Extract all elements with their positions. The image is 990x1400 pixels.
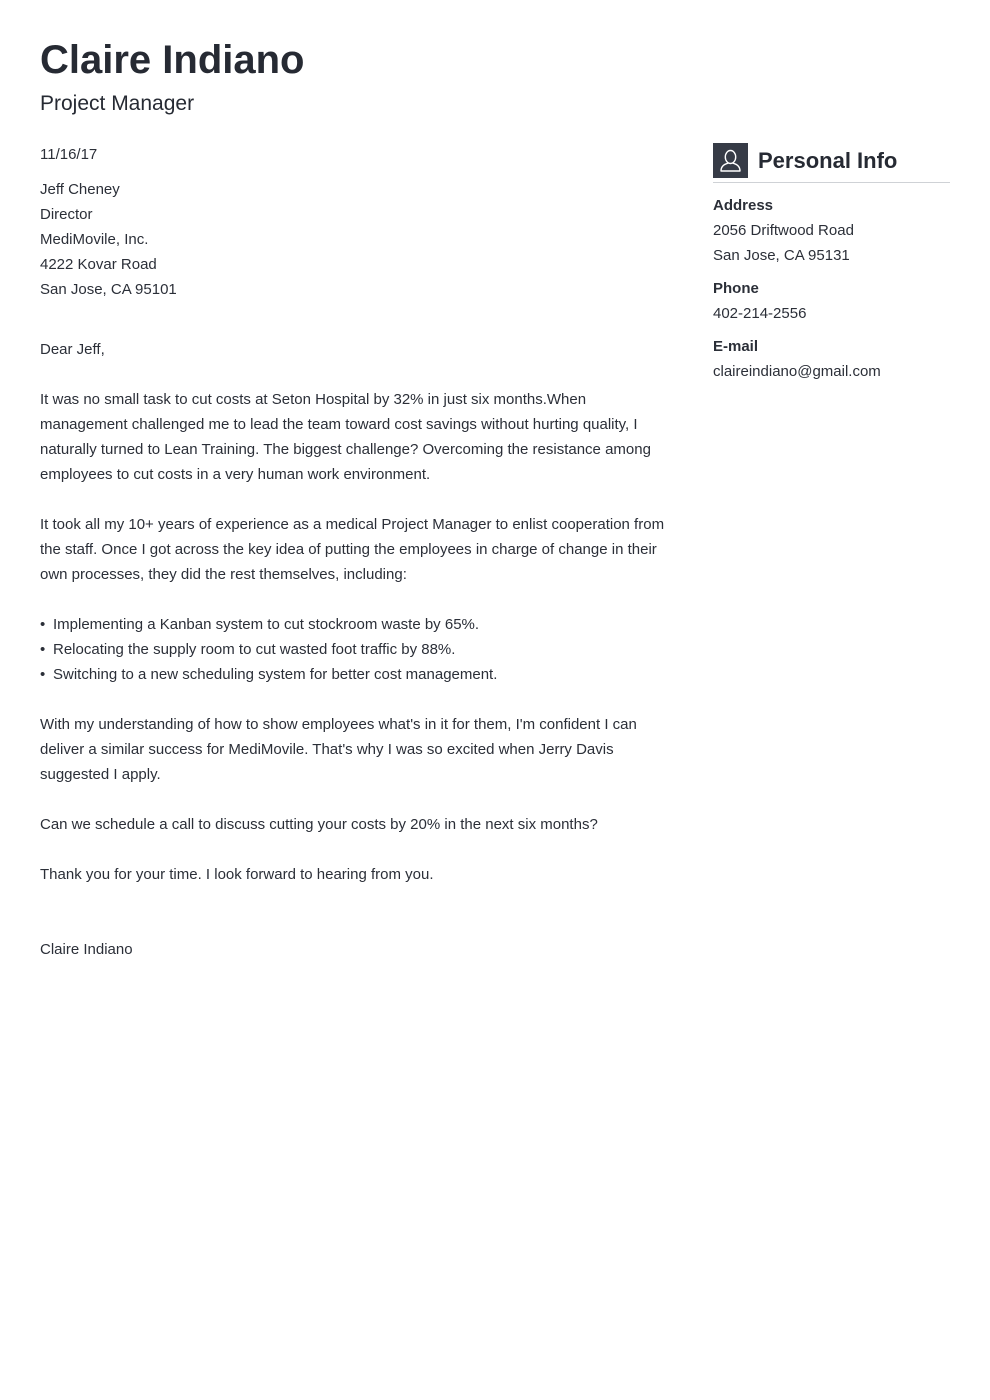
email-value: claireindiano@gmail.com bbox=[713, 363, 881, 380]
paragraph-5: Thank you for your time. I look forward to hearing from you. bbox=[40, 866, 434, 883]
paragraph-3: With my understanding of how to show employees what's in it for them, I'm confident I can deliver a similar success for MediMovile. That's why I was so excited when Jerry Davis suggested I apply. bbox=[40, 716, 637, 783]
phone-value: 402-214-2556 bbox=[713, 305, 807, 322]
paragraph-2: It took all my 10+ years of experience as a medical Project Manager to enlist cooperation from the staff. Once I got across the key idea of putting the employees in charge of change in their own processes, they did the rest themselves, including: bbox=[40, 516, 665, 583]
recipient-company: MediMovile, Inc. bbox=[40, 231, 149, 248]
paragraph-1: It was no small task to cut costs at Seton Hospital by 32% in just six months.When management challenged me to lead the team toward cost savings without hurting quality, I naturally turned to Lean Training. The biggest challenge? Overcoming the resistance among employees to cut costs in a very human work environment. bbox=[40, 391, 651, 483]
recipient-name: Jeff Cheney bbox=[40, 181, 120, 198]
personal-info-title: Personal Info bbox=[758, 147, 898, 173]
paragraph-4: Can we schedule a call to discuss cutting your costs by 20% in the next six months? bbox=[40, 816, 598, 833]
list-item: • Implementing a Kanban system to cut stockroom waste by 65%. bbox=[40, 612, 670, 637]
letter-header bbox=[40, 36, 305, 118]
phone-group bbox=[713, 276, 950, 326]
email-label: E-mail bbox=[713, 338, 759, 355]
phone-label: Phone bbox=[713, 280, 759, 297]
signature-name: Claire Indiano bbox=[40, 941, 133, 958]
personal-info-header bbox=[713, 143, 950, 183]
address-group bbox=[713, 193, 950, 268]
person-icon bbox=[713, 143, 748, 178]
address-label: Address bbox=[713, 197, 774, 214]
letter-date: 11/16/17 bbox=[40, 146, 98, 163]
achievement-list bbox=[40, 612, 670, 687]
letter-body bbox=[40, 142, 670, 962]
list-item: • Relocating the supply room to cut wasted foot traffic by 88%. bbox=[40, 637, 670, 662]
address-line-2: San Jose, CA 95131 bbox=[713, 247, 850, 264]
sender-name: Claire Indiano bbox=[40, 38, 305, 82]
recipient-city: San Jose, CA 95101 bbox=[40, 281, 177, 298]
recipient-role: Director bbox=[40, 206, 93, 223]
sender-title: Project Manager bbox=[40, 92, 195, 115]
recipient-block bbox=[40, 177, 670, 302]
salutation: Dear Jeff, bbox=[40, 341, 105, 358]
email-group bbox=[713, 334, 950, 384]
list-item: • Switching to a new scheduling system for better cost management. bbox=[40, 662, 670, 687]
address-line-1: 2056 Driftwood Road bbox=[713, 222, 854, 239]
recipient-street: 4222 Kovar Road bbox=[40, 256, 157, 273]
personal-info-sidebar bbox=[713, 143, 950, 384]
